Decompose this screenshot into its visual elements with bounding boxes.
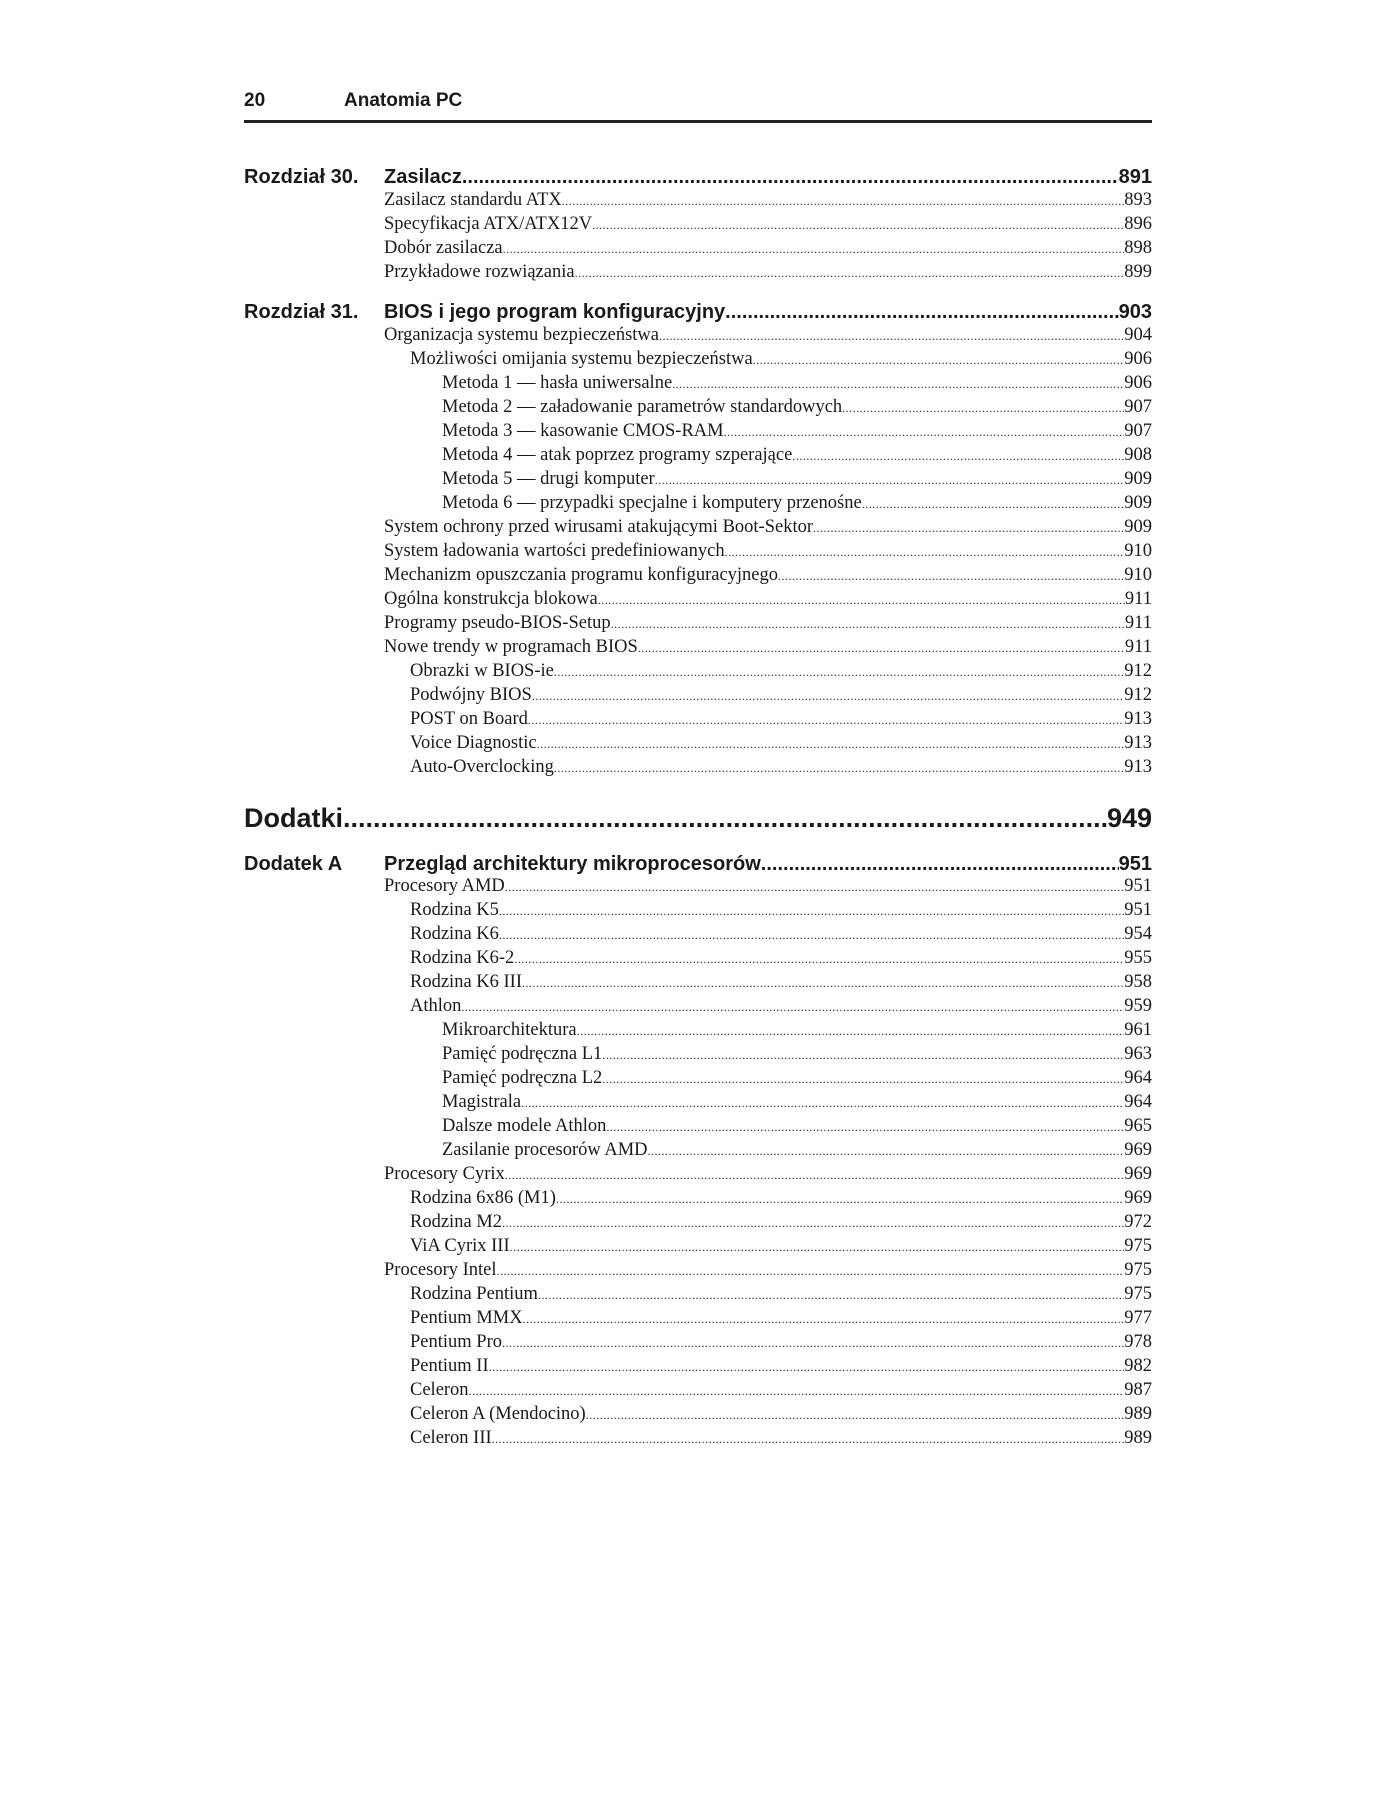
entry-page: 975 — [1124, 1260, 1152, 1280]
dot-leader — [753, 348, 1125, 372]
dot-leader — [602, 1043, 1124, 1067]
entry-page: 989 — [1124, 1404, 1152, 1424]
entry-title: Rodzina M2 — [410, 1212, 502, 1232]
entry-page: 989 — [1124, 1428, 1152, 1448]
entry-page: 969 — [1124, 1140, 1152, 1160]
entry-page: 959 — [1124, 996, 1152, 1016]
entry-title: Pamięć podręczna L1 — [442, 1044, 603, 1064]
entry-page: 910 — [1124, 565, 1152, 585]
dot-leader — [492, 1427, 1125, 1451]
entry-page: 978 — [1124, 1332, 1152, 1352]
entry-title: Dobór zasilacza — [384, 238, 503, 258]
toc-entry — [244, 874, 1152, 898]
entry-title: Celeron III — [410, 1428, 492, 1448]
toc-entry — [244, 1402, 1152, 1426]
toc-entry — [244, 1282, 1152, 1306]
entry-page: 908 — [1124, 445, 1152, 465]
entry-page: 912 — [1124, 661, 1152, 681]
chapter-page: 891 — [1118, 166, 1152, 188]
entry-page: 963 — [1124, 1044, 1152, 1064]
toc-entry — [244, 1186, 1152, 1210]
entry-page: 899 — [1124, 262, 1152, 282]
toc-entry — [244, 539, 1152, 563]
part-page: 949 — [1106, 803, 1152, 833]
toc-entry — [244, 1066, 1152, 1090]
dot-leader — [592, 213, 1124, 237]
entry-title: Programy pseudo-BIOS-Setup — [384, 613, 611, 633]
dot-leader — [522, 971, 1124, 995]
entry-page: 969 — [1124, 1164, 1152, 1184]
dot-leader — [778, 564, 1124, 588]
dot-leader — [648, 1139, 1125, 1163]
toc-entry — [244, 395, 1152, 419]
entry-page: 972 — [1124, 1212, 1152, 1232]
dot-leader — [461, 995, 1124, 1019]
dot-leader — [528, 708, 1124, 732]
entry-title: Celeron A (Mendocino) — [410, 1404, 586, 1424]
entry-title: Auto-Overclocking — [410, 757, 554, 777]
entry-page: 904 — [1124, 325, 1152, 345]
entry-title: ViA Cyrix III — [410, 1236, 510, 1256]
entry-page: 896 — [1124, 214, 1152, 234]
entry-page: 964 — [1124, 1068, 1152, 1088]
dot-leader — [537, 732, 1125, 756]
entry-title: Metoda 1 — hasła uniwersalne — [442, 373, 673, 393]
entry-title: Ogólna konstrukcja blokowa — [384, 589, 598, 609]
toc-entry — [244, 347, 1152, 371]
dot-leader — [598, 588, 1125, 612]
entry-page: 913 — [1124, 757, 1152, 777]
dot-leader — [606, 1115, 1124, 1139]
toc-entry — [244, 236, 1152, 260]
entry-page: 913 — [1124, 733, 1152, 753]
dot-leader — [499, 923, 1124, 947]
chapter-heading-30 — [244, 163, 1152, 191]
toc-entry — [244, 563, 1152, 587]
toc-entry — [244, 946, 1152, 970]
entry-page: 982 — [1124, 1356, 1152, 1376]
toc-entry — [244, 1234, 1152, 1258]
dot-leader — [523, 1307, 1125, 1331]
dot-leader — [638, 636, 1125, 660]
dot-leader — [489, 1355, 1125, 1379]
dot-leader — [556, 1187, 1124, 1211]
entry-title: Rodzina K6 — [410, 924, 499, 944]
toc-entry — [244, 1138, 1152, 1162]
chapter-title: Zasilacz — [384, 166, 462, 188]
toc-entry — [244, 1426, 1152, 1450]
dot-leader — [575, 261, 1125, 285]
toc-entry — [244, 970, 1152, 994]
toc-entry — [244, 212, 1152, 236]
toc-entry — [244, 443, 1152, 467]
entry-title: Nowe trendy w programach BIOS — [384, 637, 638, 657]
dot-leader — [672, 372, 1124, 396]
toc-entry — [244, 1042, 1152, 1066]
dot-leader — [538, 1283, 1124, 1307]
entry-page: 951 — [1124, 900, 1152, 920]
dot-leader — [611, 612, 1125, 636]
entry-title: Rodzina 6x86 (M1) — [410, 1188, 556, 1208]
part-title: Dodatki — [244, 803, 344, 833]
toc-entry — [244, 635, 1152, 659]
dot-leader — [532, 684, 1124, 708]
entry-page: 893 — [1124, 190, 1152, 210]
entry-page: 906 — [1124, 349, 1152, 369]
toc-entry — [244, 755, 1152, 779]
dot-leader — [725, 298, 1118, 326]
dot-leader — [586, 1403, 1125, 1427]
dot-leader — [792, 444, 1124, 468]
entry-page: 975 — [1124, 1236, 1152, 1256]
dot-leader — [655, 468, 1125, 492]
toc-entry — [244, 491, 1152, 515]
appendix-label: Dodatek A — [244, 853, 343, 875]
entry-page: 910 — [1124, 541, 1152, 561]
dot-leader — [505, 1163, 1125, 1187]
toc-entry — [244, 994, 1152, 1018]
entry-page: 909 — [1124, 469, 1152, 489]
part-heading-dodatki — [244, 800, 1152, 836]
entry-page: 977 — [1124, 1308, 1152, 1328]
dot-leader — [502, 1211, 1124, 1235]
dot-leader — [503, 237, 1125, 261]
dot-leader — [469, 1379, 1125, 1403]
chapter-label: Rozdział 31. — [244, 301, 359, 323]
dot-leader — [813, 516, 1124, 540]
entry-page: 955 — [1124, 948, 1152, 968]
toc-entry — [244, 922, 1152, 946]
toc-entry — [244, 260, 1152, 284]
dot-leader — [562, 189, 1125, 213]
toc-entry — [244, 1306, 1152, 1330]
entry-page: 954 — [1124, 924, 1152, 944]
entry-title: Przykładowe rozwiązania — [384, 262, 575, 282]
entry-title: Mikroarchitektura — [442, 1020, 577, 1040]
entry-page: 975 — [1124, 1284, 1152, 1304]
dot-leader — [842, 396, 1124, 420]
entry-title: Mechanizm opuszczania programu konfiguracyjnego — [384, 565, 779, 585]
entry-title: Specyfikacja ATX/ATX12V — [384, 214, 593, 234]
entry-page: 911 — [1124, 589, 1152, 609]
dot-leader — [502, 1331, 1124, 1355]
entry-title: Athlon — [410, 996, 462, 1016]
entry-title: Metoda 4 — atak poprzez programy szperające — [442, 445, 793, 465]
entry-title: Pentium II — [410, 1356, 489, 1376]
entry-title: Możliwości omijania systemu bezpieczeństwa — [410, 349, 753, 369]
entry-title: Zasilacz standardu ATX — [384, 190, 562, 210]
toc-entry — [244, 731, 1152, 755]
entry-title: Organizacja systemu bezpieczeństwa — [384, 325, 659, 345]
entry-page: 958 — [1124, 972, 1152, 992]
toc-entry — [244, 898, 1152, 922]
dot-leader — [724, 420, 1125, 444]
entry-title: Metoda 3 — kasowanie CMOS-RAM — [442, 421, 724, 441]
entry-title: Zasilanie procesorów AMD — [442, 1140, 648, 1160]
entry-page: 912 — [1124, 685, 1152, 705]
entry-title: Pentium MMX — [410, 1308, 523, 1328]
entry-title: Metoda 2 — załadowanie parametrów standardowych — [442, 397, 843, 417]
entry-title: Rodzina Pentium — [410, 1284, 538, 1304]
toc-entry — [244, 1330, 1152, 1354]
dot-leader — [602, 1067, 1124, 1091]
entry-title: Pamięć podręczna L2 — [442, 1068, 603, 1088]
entry-page: 907 — [1124, 421, 1152, 441]
dot-leader — [554, 660, 1124, 684]
entry-title: Metoda 5 — drugi komputer — [442, 469, 655, 489]
entry-page: 961 — [1124, 1020, 1152, 1040]
entry-title: Obrazki w BIOS-ie — [410, 661, 554, 681]
entry-title: POST on Board — [410, 709, 528, 729]
dot-leader — [554, 756, 1124, 780]
entry-title: Procesory Intel — [384, 1260, 497, 1280]
dot-leader — [521, 1091, 1124, 1115]
entry-title: Voice Diagnostic — [410, 733, 537, 753]
entry-title: Dalsze modele Athlon — [442, 1116, 607, 1136]
toc-entry — [244, 1162, 1152, 1186]
dot-leader — [343, 800, 1107, 836]
toc-entry — [244, 1018, 1152, 1042]
entry-title: Celeron — [410, 1380, 469, 1400]
page-number: 20 — [244, 90, 266, 111]
dot-leader — [862, 492, 1125, 516]
entry-page: 987 — [1124, 1380, 1152, 1400]
running-header — [244, 90, 1152, 123]
toc-entry — [244, 1114, 1152, 1138]
entry-title: Magistrala — [442, 1092, 522, 1112]
toc-entry — [244, 467, 1152, 491]
entry-title: Rodzina K5 — [410, 900, 499, 920]
dot-leader — [505, 875, 1124, 899]
entry-page: 911 — [1124, 637, 1152, 657]
entry-title: Procesory AMD — [384, 876, 505, 896]
entry-title: Procesory Cyrix — [384, 1164, 505, 1184]
appendix-page: 951 — [1118, 853, 1152, 875]
entry-page: 898 — [1124, 238, 1152, 258]
toc-entry — [244, 611, 1152, 635]
entry-title: Rodzina K6-2 — [410, 948, 515, 968]
dot-leader — [497, 1259, 1125, 1283]
toc-entry — [244, 683, 1152, 707]
toc-entry — [244, 323, 1152, 347]
toc-entry — [244, 371, 1152, 395]
entry-page: 907 — [1124, 397, 1152, 417]
toc-entry — [244, 515, 1152, 539]
chapter-label: Rozdział 30. — [244, 166, 359, 188]
toc-entry — [244, 188, 1152, 212]
chapter-page: 903 — [1118, 301, 1152, 323]
entry-title: Pentium Pro — [410, 1332, 502, 1352]
dot-leader — [577, 1019, 1125, 1043]
entry-title: System ochrony przed wirusami atakującymi Boot-Sektor — [384, 517, 814, 537]
chapter-title: BIOS i jego program konfiguracyjny — [384, 301, 726, 323]
entry-page: 964 — [1124, 1092, 1152, 1112]
toc-entry — [244, 1378, 1152, 1402]
entry-title: System ładowania wartości predefiniowanych — [384, 541, 725, 561]
entry-page: 951 — [1124, 876, 1152, 896]
dot-leader — [659, 324, 1124, 348]
toc-entry — [244, 1354, 1152, 1378]
dot-leader — [725, 540, 1125, 564]
chapter-heading-31 — [244, 298, 1152, 326]
entry-page: 913 — [1124, 709, 1152, 729]
entry-title: Metoda 6 — przypadki specjalne i komputery przenośne — [442, 493, 862, 513]
toc-entry — [244, 1258, 1152, 1282]
entry-title: Rodzina K6 III — [410, 972, 522, 992]
dot-leader — [499, 899, 1124, 923]
entry-page: 909 — [1124, 493, 1152, 513]
toc-entry — [244, 1090, 1152, 1114]
entry-page: 969 — [1124, 1188, 1152, 1208]
toc-entry — [244, 587, 1152, 611]
appendix-title: Przegląd architektury mikroprocesorów — [384, 853, 761, 875]
toc-entry — [244, 419, 1152, 443]
entry-title: Podwójny BIOS — [410, 685, 532, 705]
entry-page: 909 — [1124, 517, 1152, 537]
running-title: Anatomia PC — [344, 90, 463, 111]
dot-leader — [462, 163, 1119, 191]
toc-entry — [244, 1210, 1152, 1234]
toc-entry — [244, 707, 1152, 731]
dot-leader — [514, 947, 1124, 971]
dot-leader — [510, 1235, 1125, 1259]
entry-page: 906 — [1124, 373, 1152, 393]
entry-page: 965 — [1124, 1116, 1152, 1136]
toc-entry — [244, 659, 1152, 683]
entry-page: 911 — [1124, 613, 1152, 633]
